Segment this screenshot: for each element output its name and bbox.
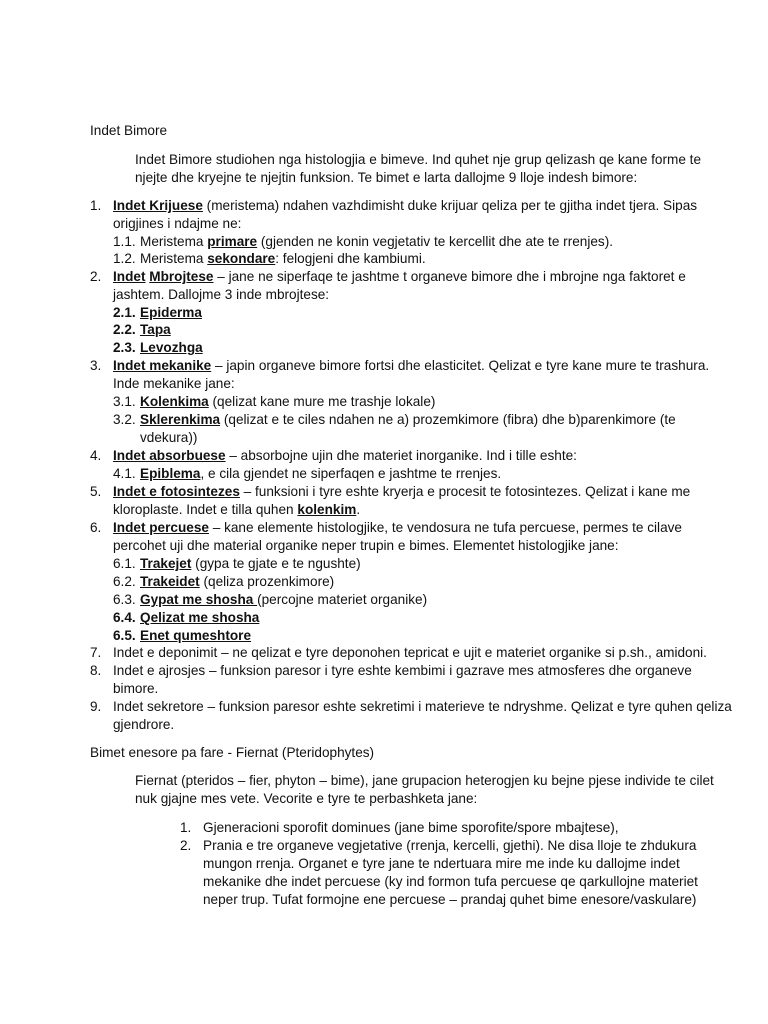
sub-number: 6.2. [113, 574, 136, 589]
list-number: 7. [90, 645, 102, 660]
list-number: 4. [90, 448, 102, 463]
sub-number: 6.1. [113, 556, 136, 571]
list-number: 5. [90, 484, 102, 499]
document-title: Indet Bimore [90, 123, 168, 138]
paragraph-line: Fiernat (pteridos – fier, phyton – bime), jane grupacion heterogjen ku bejne pjese individe te cilet [135, 773, 714, 788]
sub-item-term: Epiderma [140, 305, 202, 320]
list-number: 3. [90, 358, 102, 373]
term: Trakejet [140, 556, 192, 571]
sub-number: 6.4. [113, 610, 136, 625]
list-number: 6. [90, 520, 102, 535]
sub-item-text: Sklerenkima (qelizat e te ciles ndahen ne a) prozemkimore (fibra) dhe b)parenkimore (te [140, 412, 676, 427]
list-item-text: neper trup. Tufat formojne ene percuese – prandaj quhet bime enesore/vaskulare) [203, 892, 697, 907]
sub-item-text: Trakejet (gypa te gjate e te ngushte) [140, 556, 361, 571]
intro-line: njejte dhe kryejne te njejtin funksion. Te bimet e larta dallojme 9 lloje indesh bimore: [135, 170, 638, 185]
list-item-text: Indet sekretore – funksion paresor eshte sekretimi i materieve te ndryshme. Qelizat e tyre quhen qeliza [113, 699, 732, 714]
term: Indet [113, 269, 146, 284]
sub-number: 2.3. [113, 340, 136, 355]
list-item-text: mekanike dhe indet percuese (ky ind formon tufa percuese qe qarkullojne materiet [203, 874, 698, 889]
sub-item-term: Enet qumeshtore [140, 628, 252, 643]
term: sekondare [207, 251, 276, 266]
sub-number: 4.1. [113, 466, 136, 481]
list-item-text: percohet uji dhe material organike neper trupin e bimes. Elementet histologjike jane: [113, 538, 619, 553]
sub-number: 1.1. [113, 234, 136, 249]
list-item-text: Indet e ajrosjes – funksion paresor i tyre eshte kembimi i gazrave mes atmosferes dhe organeve [113, 663, 692, 678]
list-item-text: Prania e tre organeve vegjetative (rrenja, kercelli, gjethi). Ne disa lloje te zhdukura [203, 838, 697, 853]
list-number: 2. [90, 269, 102, 284]
term: Gypat me shosha [140, 592, 258, 607]
sub-item-text: Trakeidet (qeliza prozenkimore) [140, 574, 335, 589]
term: Sklerenkima [140, 412, 221, 427]
sub-item-text: Epiblema, e cila gjendet ne siperfaqen e jashtme te rrenjes. [140, 466, 502, 481]
sub-item-text: vdekura)) [140, 430, 198, 445]
intro-line: Indet Bimore studiohen nga histologjia e bimeve. Ind quhet nje grup qelizash qe kane forme te [135, 152, 702, 167]
sub-item-term: Qelizat me shosha [140, 610, 260, 625]
sub-item-text: Meristema sekondare: felogjeni dhe kambiumi. [140, 251, 426, 266]
term: Indet e fotosintezes [113, 484, 240, 499]
term: Indet percuese [113, 520, 209, 535]
term: Trakeidet [140, 574, 200, 589]
list-item-text: mungon rrenja. Organet e tyre jane te ndertuara mire me inde ku dallojme indet [203, 856, 680, 871]
paragraph-line: nuk gjajne mes vete. Vecorite e tyre te perbashketa jane: [135, 791, 478, 806]
term: Indet mekanike [113, 358, 212, 373]
list-number: 9. [90, 699, 102, 714]
sub-number: 2.2. [113, 322, 136, 337]
sub-number: 2.1. [113, 305, 136, 320]
sub-item-text: Kolenkima (qelizat kane mure me trashje lokale) [140, 394, 436, 409]
list-item-text: Indet e fotosintezes – funksioni i tyre eshte kryerja e procesit te fotosintezes. Qelizat i kane me [113, 484, 691, 499]
list-number: 2. [180, 838, 192, 853]
list-item-text: Indet Mbrojtese – jane ne siperfaqe te jashtme t organeve bimore dhe i mbrojne nga faktoret e [113, 269, 686, 284]
list-item-text: jashtem. Dallojme 3 inde mbrojtese: [113, 287, 330, 302]
sub-item-text: Meristema primare (gjenden ne konin vegjetativ te kercellit dhe ate te rrenjes). [140, 234, 614, 249]
sub-number: 6.5. [113, 628, 136, 643]
list-item-text: kloroplaste. Indet e tilla quhen kolenkim. [113, 502, 361, 517]
list-item-text: bimore. [113, 681, 159, 696]
sub-number: 3.1. [113, 394, 136, 409]
list-item-text: origjines i ndajme ne: [113, 216, 242, 231]
list-item-text: gjendrore. [113, 717, 175, 732]
list-number: 1. [180, 820, 192, 835]
list-item-text: Indet mekanike – japin organeve bimore fortsi dhe elasticitet. Qelizat e tyre kane mure te trashura. [113, 358, 710, 373]
term: Epiblema [140, 466, 201, 481]
sub-number: 1.2. [113, 251, 136, 266]
term: Indet absorbuese [113, 448, 226, 463]
list-item-text: Indet percuese – kane elemente histologjike, te vendosura ne tufa percuese, permes te cilave [113, 520, 682, 535]
sub-item-term: Levozhga [140, 340, 203, 355]
list-item-text: Indet Krijuese (meristema) ndahen vazhdimisht duke krijuar qeliza per te gjitha indet tjera. Sipas [113, 198, 698, 213]
sub-number: 6.3. [113, 592, 136, 607]
term: Indet Krijuese [113, 198, 203, 213]
term: Mbrojtese [149, 269, 214, 284]
list-number: 8. [90, 663, 102, 678]
term: kolenkim [297, 502, 357, 517]
sub-number: 3.2. [113, 412, 136, 427]
list-item-text: Indet absorbuese – absorbojne ujin dhe materiet inorganike. Ind i tille eshte: [113, 448, 577, 463]
section-heading: Bimet enesore pa fare - Fiernat (Pteridophytes) [90, 745, 375, 760]
list-item-text: Indet e deponimit – ne qelizat e tyre deponohen tepricat e ujit e materiet organike si p.sh., amidoni. [113, 645, 707, 660]
list-item-text: Inde mekanike jane: [113, 376, 235, 391]
term: primare [207, 234, 258, 249]
term: Kolenkima [140, 394, 209, 409]
list-item-text: Gjeneracioni sporofit dominues (jane bime sporofite/spore mbajtese), [203, 820, 619, 835]
sub-item-text: Gypat me shosha (percojne materiet organike) [140, 592, 428, 607]
list-number: 1. [90, 198, 102, 213]
sub-item-term: Tapa [140, 322, 171, 337]
